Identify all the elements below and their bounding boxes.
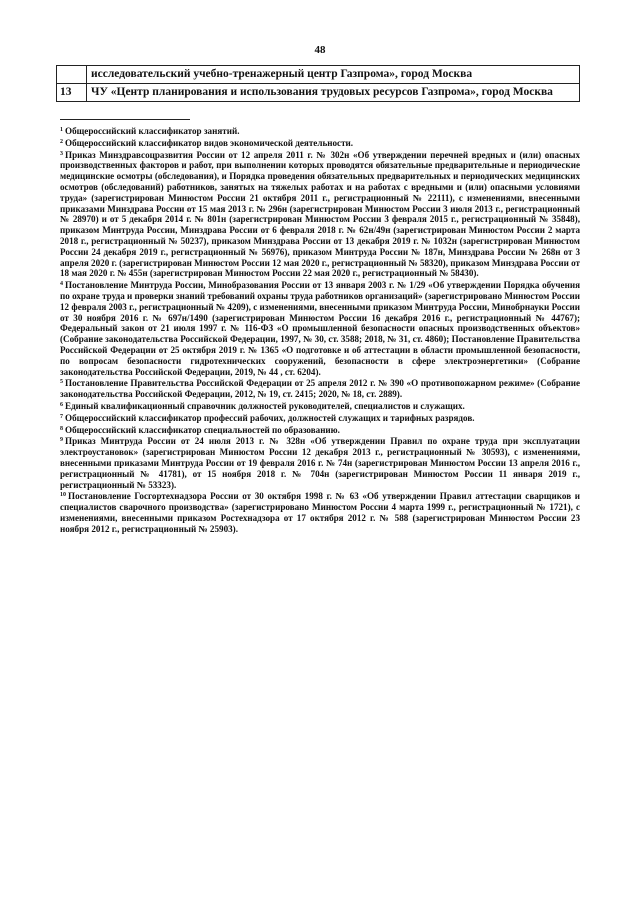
table-row	[57, 66, 580, 84]
organization-name-cell: ЧУ «Центр планирования и использования трудовых ресурсов Газпрома», город Москва	[87, 84, 580, 102]
row-number-cell	[57, 66, 87, 84]
footnote	[60, 279, 580, 377]
footnote-mark: 8	[60, 425, 63, 432]
footnote	[60, 412, 580, 424]
footnote-text: Постановление Минтруда России, Минобразования России от 13 января 2003 г. № 1/29 «Об утверждении Порядка обучения по охране труда и проверки знаний требований охраны труда работников организаций» (зарегистрировано Минюстом России 12 февраля 2003 г., регистрационный № 4209), с изменениями, внесенными приказом Минтруда России, Минобрнауки России от 30 ноября 2016 г. № 697н/1490 (зарегистрирован Минюстом России 16 декабря 2016 г., регистрационный № 44767); Федеральный закон от 21 июля 1997 г. № 116-ФЗ «О промышленной безопасности опасных производственных объектов» (Собрание законодательства Российской Федерации, 1997, № 30, ст. 3588; 2018, № 31, ст. 4860); Постановление Правительства Российской Федерации от 25 октября 2019 г. № 1365 «О подготовке и об аттестации в области промышленной безопасности, по вопросам безопасности гидротехнических сооружений, безопасности в сфере электроэнергетики» (Собрание законодательства Российской Федерации, 2019, № 44 , ст. 6204).	[60, 280, 580, 377]
footnote-text: Постановление Госгортехнадзора России от 30 октября 1998 г. № 63 «Об утверждении Правил аттестации сварщиков и специалистов сварочного производства» (зарегистрировано Минюстом России 4 марта 1999 г., регистрационный № 1721), с изменениями, внесенными приказом Ростехнадзора от 17 октября 2012 г. № 588 (зарегистрирован Минюстом России 23 ноября 2012 г., регистрационный № 25903).	[60, 491, 580, 534]
footnote-text: Общероссийский классификатор специальностей по образованию.	[65, 424, 340, 435]
footnote-text: Единый квалификационный справочник должностей руководителей, специалистов и служащих.	[65, 400, 465, 411]
organization-name-cell: исследовательский учебно-тренажерный центр Газпрома», город Москва	[87, 66, 580, 84]
footnote-mark: 4	[60, 281, 63, 288]
footnote	[60, 149, 580, 280]
row-number-cell: 13	[57, 84, 87, 102]
footnote-text: Приказ Минтруда России от 24 июля 2013 г. № 328н «Об утверждении Правил по охране труда при эксплуатации электроустановок» (зарегистрирован Минюстом России 12 декабря 2013 г., регистрационный № 30593), с изменениями, внесенными приказами Минтруда России от 19 февраля 2016 г. № 74н (зарегистрирован Минюстом России 13 апреля 2016 г., регистрационный № 41781), от 15 ноября 2018 г. № 704н (зарегистрирован Минюстом России 11 января 2019 г., регистрационный № 53323).	[60, 436, 580, 490]
footnote	[60, 137, 580, 149]
footnote	[60, 490, 580, 534]
footnote-mark: 9	[60, 437, 63, 444]
footnote	[60, 424, 580, 436]
footnote	[60, 377, 580, 400]
footnote-separator	[60, 119, 190, 120]
footnote-mark: 1	[60, 127, 63, 133]
footnote	[60, 125, 580, 137]
footnote-text: Общероссийский классификатор занятий.	[65, 126, 240, 136]
footnote-text: Приказ Минздравсоцразвития России от 12 апреля 2011 г. № 302н «Об утверждении перечней вредных и (или) опасных производственных факторов и работ, при выполнении которых проводятся обязательные предварительные и периодические медицинские осмотры (обследования), и Порядка проведения обязательных предварительных и периодических медицинских осмотров (обследований) работников, занятых на тяжелых работах и на работах с вредными и (или) опасными условиями труда» (зарегистрирован Минюстом России 21 октября 2011 г., регистрационный № 22111), с изменениями, внесенными приказами Минздрава России от 15 мая 2013 г. № 296н (зарегистрирован Минюстом России 3 июля 2013 г., регистрационный № 28970) и от 5 декабря 2014 г. № 801н (зарегистрирован Минюстом России 3 февраля 2015 г., регистрационный № 35848), приказом Минтруда России, Минздрава России от 6 февраля 2018 г. № 62н/49н (зарегистрирован Минюстом России 2 марта 2018 г., регистрационный № 50237), приказом Минздрава России от 13 декабря 2019 г. № 1032н (зарегистрирован Минюстом России 24 декабря 2019 г., регистрационный № 56976), приказом Минтруда России № 187н, Минздрава России № 268н от 3 апреля 2020 г. (зарегистрирован Минюстом России 12 мая 2020 г., регистрационный № 58320), приказом Минздрава России от 18 мая 2020 г. № 455н (зарегистрирован Минюстом России 22 мая 2020 г., регистрационный № 58430).	[60, 149, 580, 279]
footnotes-section	[60, 125, 580, 534]
footnote-mark: 6	[60, 401, 63, 408]
table-row	[57, 84, 580, 102]
footnote	[60, 435, 580, 490]
page-number: 48	[314, 44, 326, 56]
footnote-mark: 5	[60, 379, 63, 386]
organization-table	[56, 65, 580, 102]
footnote-text: Общероссийский классификатор видов экономической деятельности.	[65, 137, 354, 148]
footnote-mark: 7	[60, 413, 63, 420]
footnote-mark: 3	[60, 150, 63, 157]
footnote-text: Постановление Правительства Российской Федерации от 25 апреля 2012 г. № 390 «О противопожарном режиме» (Собрание законодательства Российской Федерации, 2012, № 19, ст. 2415; 2020, № 18, ст. 2889).	[60, 378, 580, 400]
footnote	[60, 400, 580, 412]
footnote-mark: 2	[60, 138, 63, 145]
footnote-text: Общероссийский классификатор профессий рабочих, должностей служащих и тарифных разрядов.	[65, 412, 475, 423]
footnote-mark: 10	[60, 492, 66, 499]
